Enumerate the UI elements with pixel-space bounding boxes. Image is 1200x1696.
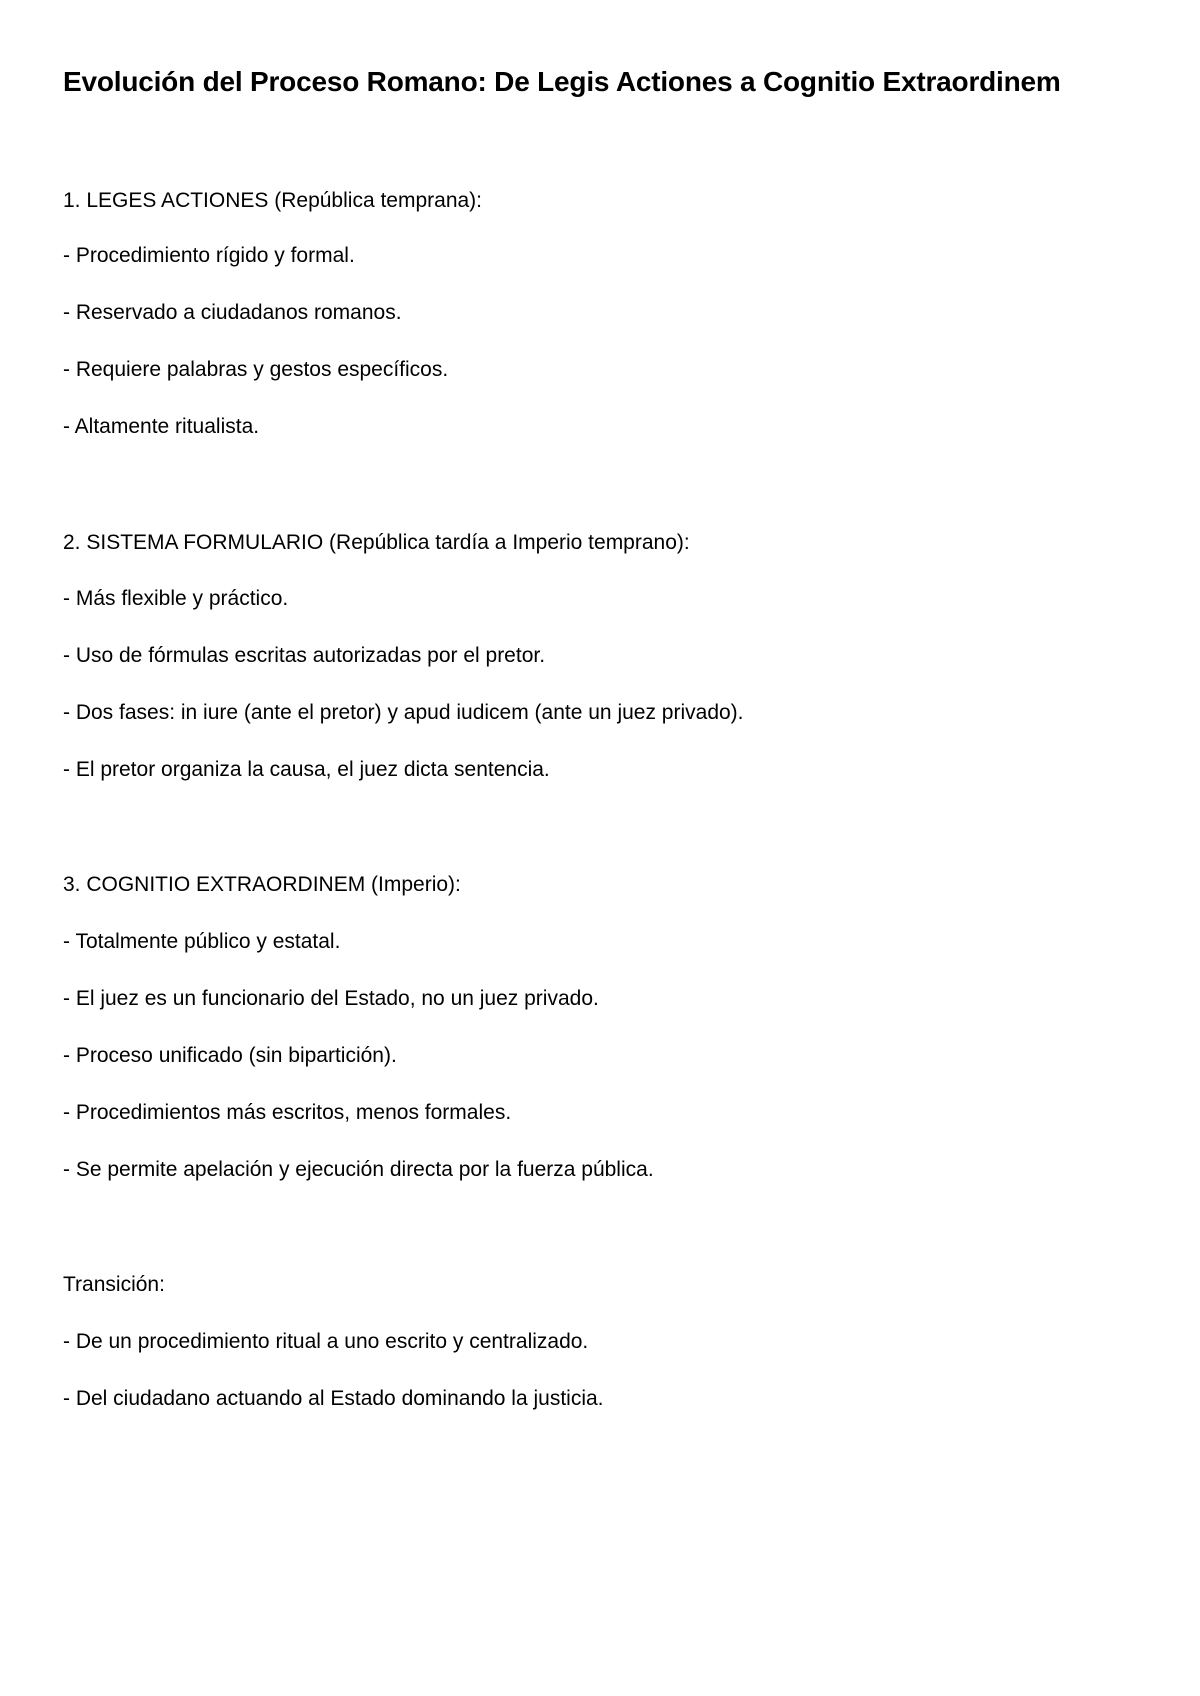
list-item: - El juez es un funcionario del Estado, no un juez privado.	[63, 987, 599, 1010]
section-heading-leges-actiones: 1. LEGES ACTIONES (República temprana):	[63, 189, 483, 212]
list-item: - El pretor organiza la causa, el juez dicta sentencia.	[63, 758, 550, 781]
page-title: Evolución del Proceso Romano: De Legis Actiones a Cognitio Extraordinem	[63, 66, 1061, 97]
section-heading-sistema-formulario: 2. SISTEMA FORMULARIO (República tardía a Imperio temprano):	[63, 531, 690, 554]
list-item: - Requiere palabras y gestos específicos.	[63, 358, 449, 381]
list-item: - Totalmente público y estatal.	[63, 930, 341, 953]
list-item: - Altamente ritualista.	[63, 415, 260, 438]
section-heading-cognitio-extraordinem: 3. COGNITIO EXTRAORDINEM (Imperio):	[63, 873, 461, 896]
list-item: - Dos fases: in iure (ante el pretor) y apud iudicem (ante un juez privado).	[63, 701, 744, 724]
list-item: - Del ciudadano actuando al Estado dominando la justicia.	[63, 1387, 604, 1410]
list-item: - Uso de fórmulas escritas autorizadas por el pretor.	[63, 644, 546, 667]
list-item: - Más flexible y práctico.	[63, 587, 289, 610]
list-item: - Proceso unificado (sin bipartición).	[63, 1044, 397, 1067]
list-item: - Procedimiento rígido y formal.	[63, 244, 355, 267]
section-heading-transicion: Transición:	[63, 1273, 165, 1296]
list-item: - Reservado a ciudadanos romanos.	[63, 301, 402, 324]
list-item: - De un procedimiento ritual a uno escrito y centralizado.	[63, 1330, 589, 1353]
list-item: - Procedimientos más escritos, menos formales.	[63, 1101, 512, 1124]
list-item: - Se permite apelación y ejecución directa por la fuerza pública.	[63, 1158, 654, 1181]
